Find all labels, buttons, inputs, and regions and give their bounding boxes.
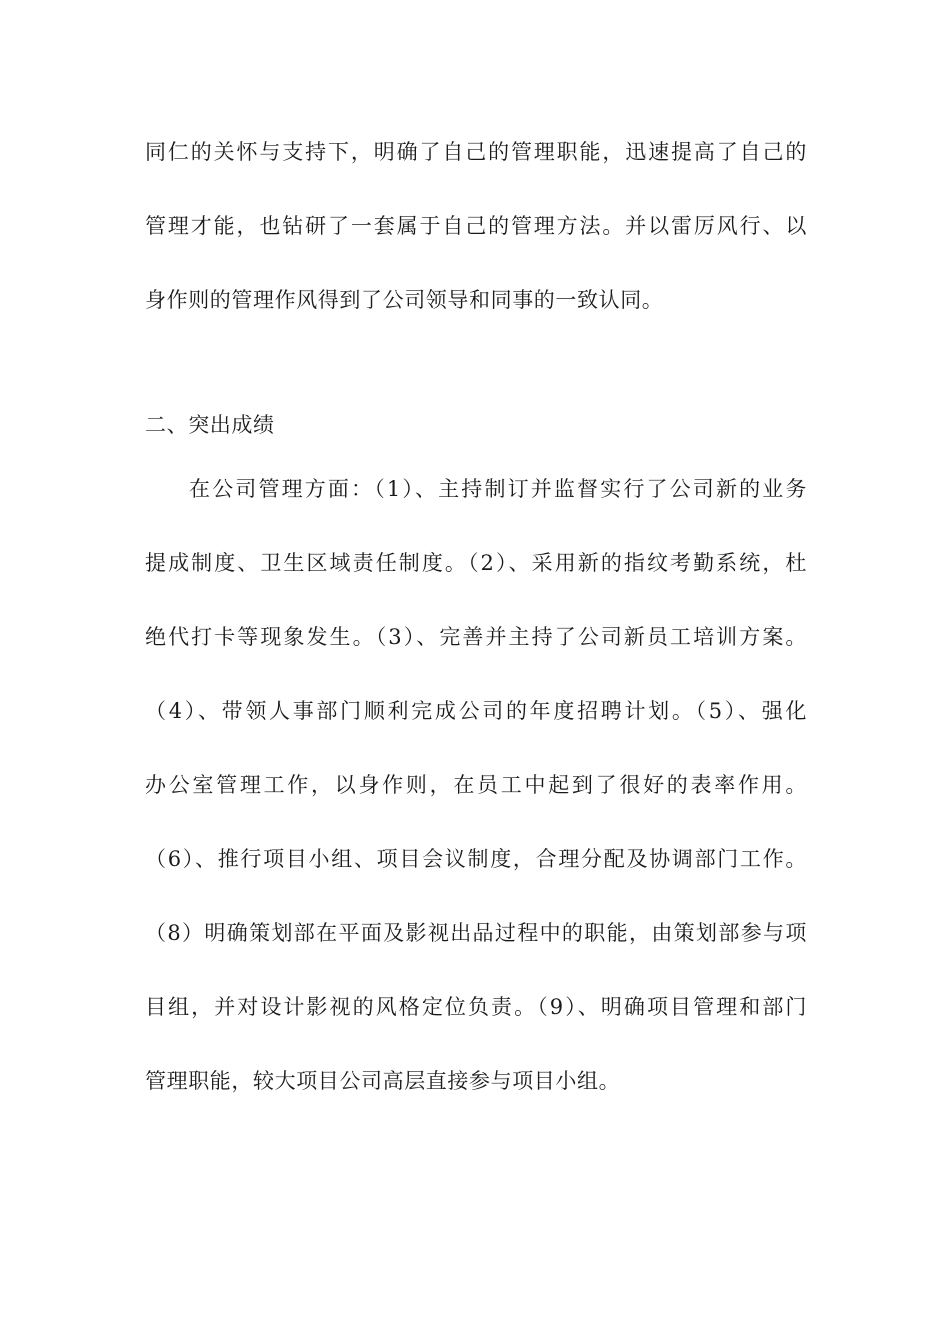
paragraph-line: （6）、推行项目小组、项目会议制度，合理分配及协调部门工作。 bbox=[145, 847, 807, 871]
paragraph-line: 在公司管理方面：（1）、主持制订并监督实行了公司新的业务 bbox=[189, 477, 807, 501]
paragraph-line: （8）明确策划部在平面及影视出品过程中的职能，由策划部参与项 bbox=[145, 921, 807, 945]
paragraph-line: 提成制度、卫生区域责任制度。（2）、采用新的指纹考勤系统，杜 bbox=[145, 551, 807, 575]
paragraph-line: 绝代打卡等现象发生。（3）、完善并主持了公司新员工培训方案。 bbox=[145, 625, 807, 649]
paragraph-line: 身作则的管理作风得到了公司领导和同事的一致认同。 bbox=[145, 288, 664, 312]
paragraph-line: （4）、带领人事部门顺利完成公司的年度招聘计划。（5）、强化 bbox=[145, 699, 807, 723]
paragraph-line: 办公室管理工作，以身作则，在员工中起到了很好的表率作用。 bbox=[145, 773, 807, 797]
section-heading: 二、突出成绩 bbox=[145, 413, 275, 437]
paragraph-line: 目组，并对设计影视的风格定位负责。（9）、明确项目管理和部门 bbox=[145, 995, 807, 1019]
paragraph-line: 管理才能，也钻研了一套属于自己的管理方法。并以雷厉风行、以 bbox=[145, 214, 807, 238]
paragraph-line: 管理职能，较大项目公司高层直接参与项目小组。 bbox=[145, 1069, 621, 1093]
paragraph-line: 同仁的关怀与支持下，明确了自己的管理职能，迅速提高了自己的 bbox=[145, 140, 807, 164]
